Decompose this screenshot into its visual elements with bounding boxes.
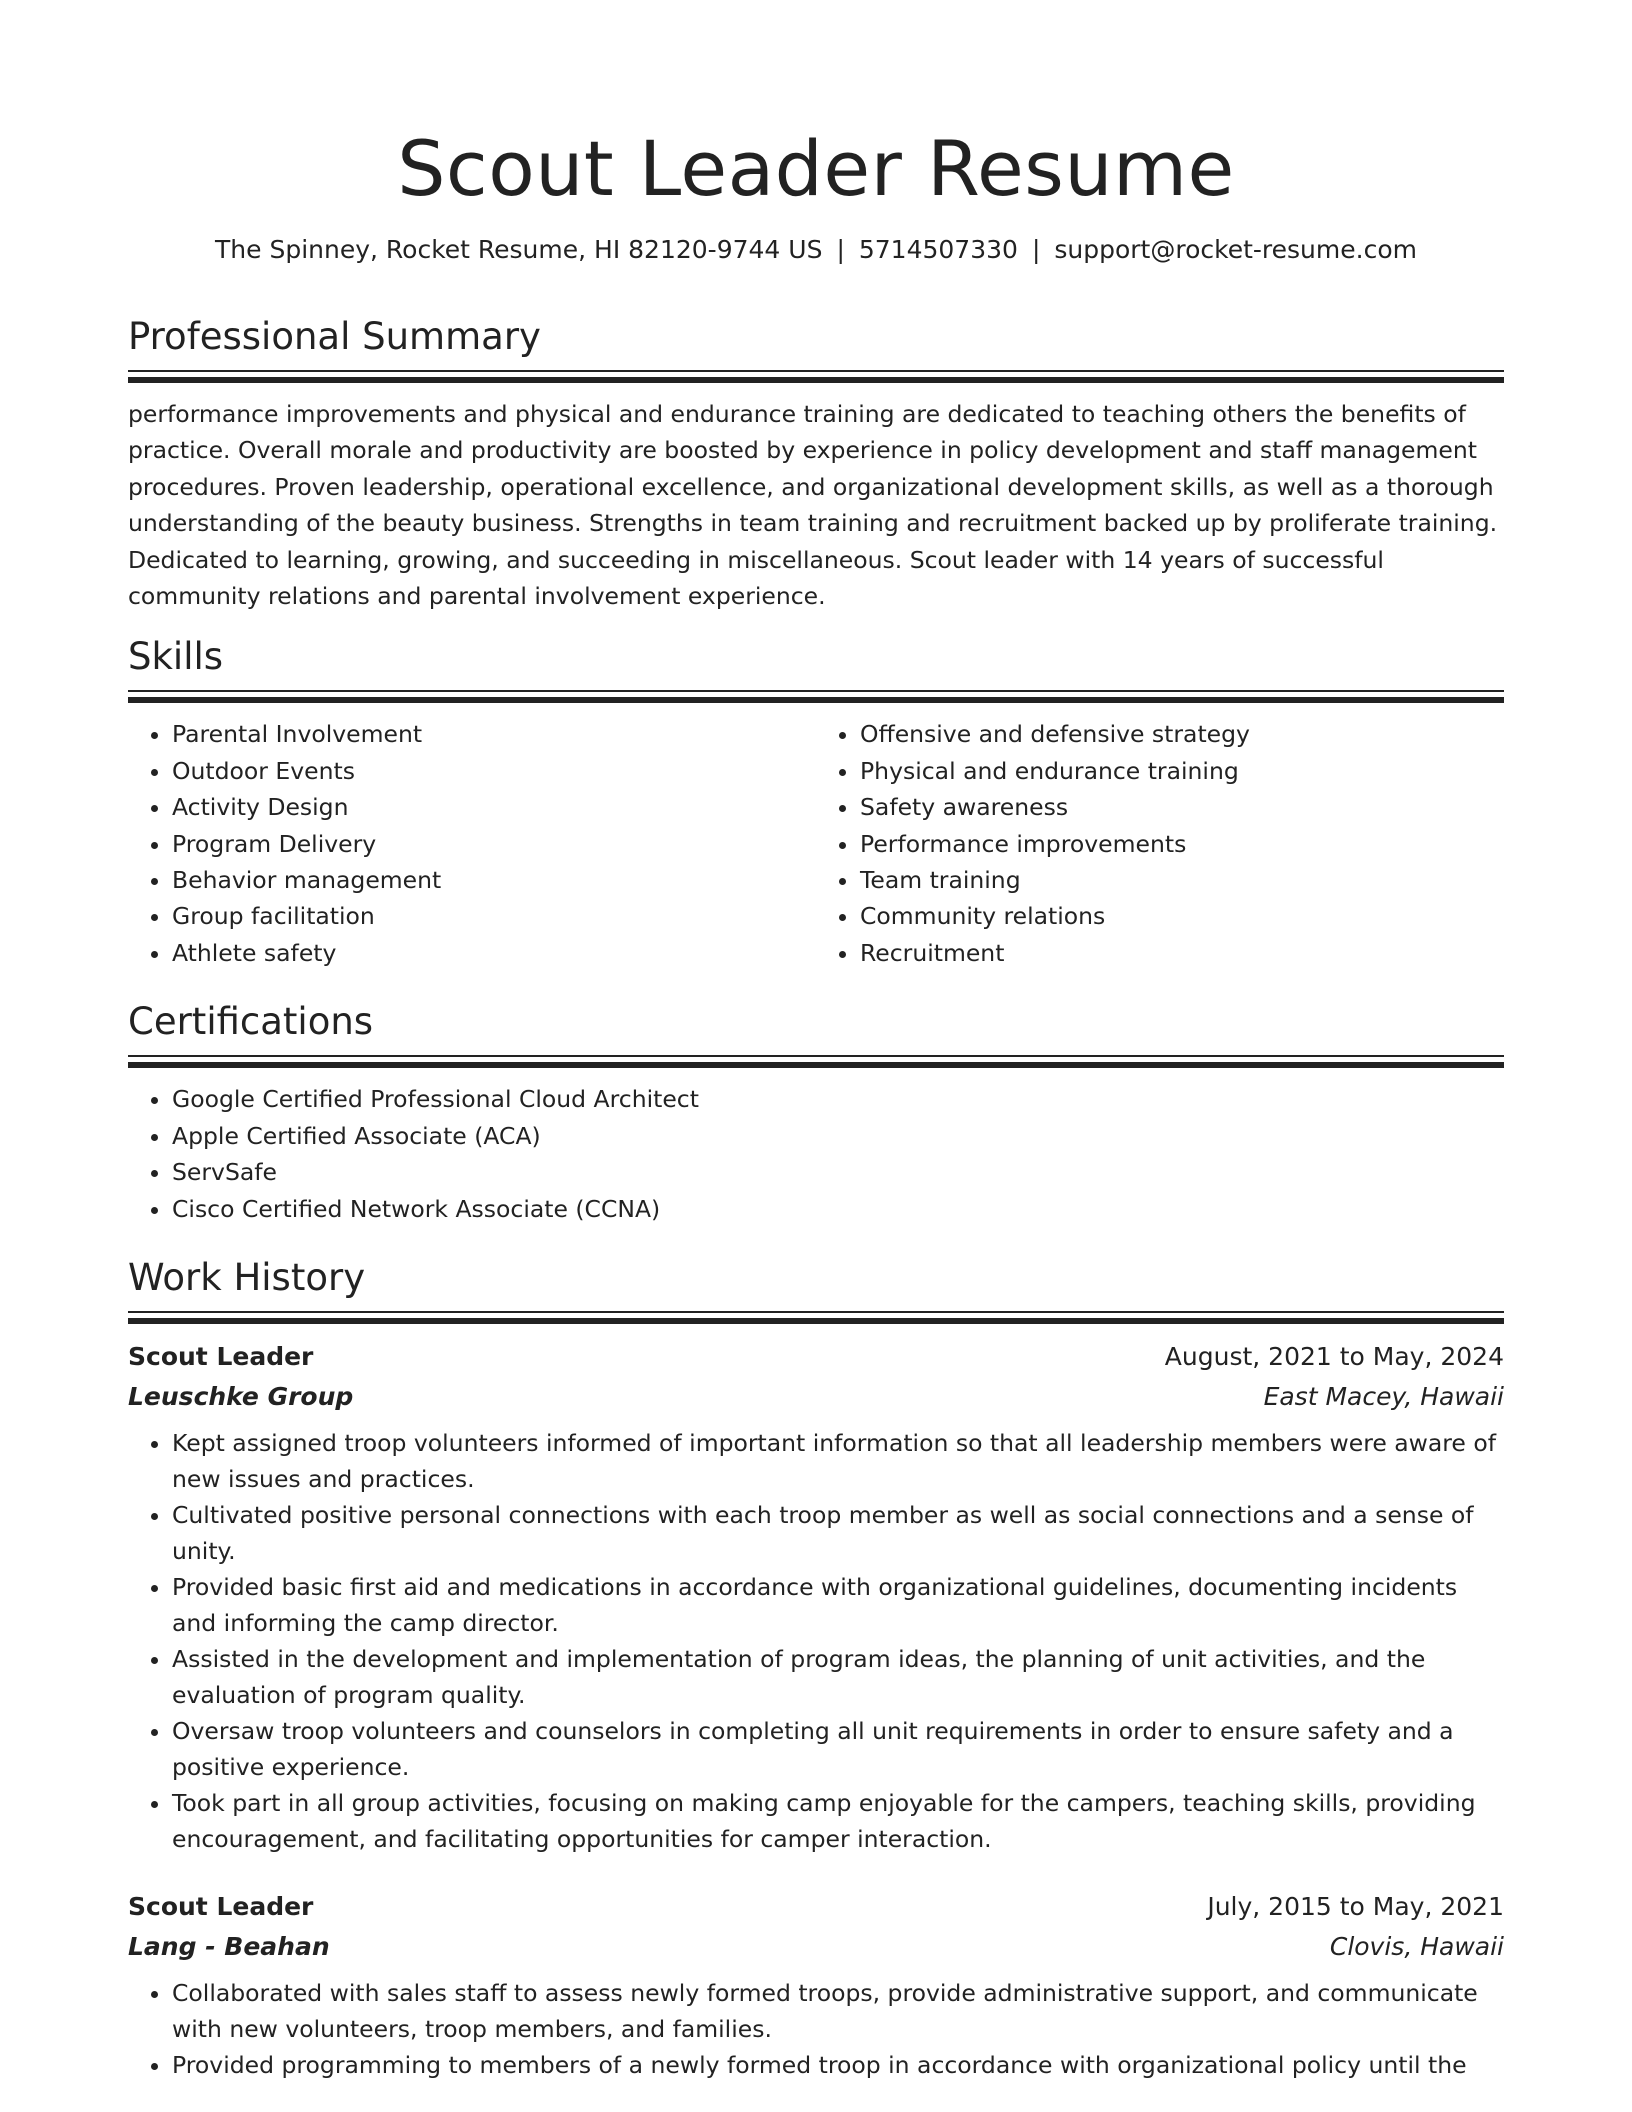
skill-item: • Safety awareness: [860, 789, 1504, 825]
skill-item: • Program Delivery: [172, 826, 816, 862]
job-header-row: [128, 1337, 1504, 1377]
skills-columns: [128, 716, 1504, 971]
certification-item: • Google Certified Professional Cloud Architect: [172, 1081, 1504, 1117]
skill-item: • Physical and endurance training: [860, 753, 1504, 789]
contact-line: [128, 234, 1504, 266]
job-bullets: [128, 1975, 1504, 2083]
skill-item: • Outdoor Events: [172, 753, 816, 789]
section-divider: [128, 1311, 1504, 1325]
skill-item: • Group facilitation: [172, 898, 816, 934]
job-bullet: • Collaborated with sales staff to assess newly formed troops, provide administrative support, and communicate with new volunteers, troop members, and families.: [172, 1975, 1504, 2047]
job-entry: [128, 1337, 1504, 1857]
job-title: Scout Leader: [128, 1341, 314, 1371]
section-divider: [128, 690, 1504, 704]
skill-item: • Offensive and defensive strategy: [860, 716, 1504, 752]
job-header-row: [128, 1887, 1504, 1927]
section-divider: [128, 370, 1504, 384]
job-bullet: • Oversaw troop volunteers and counselors in completing all unit requirements in order to ensure safety and a positive experience.: [172, 1713, 1504, 1785]
job-bullet: • Provided programming to members of a newly formed troop in accordance with organizational policy until the: [172, 2047, 1504, 2083]
section-divider: [128, 1055, 1504, 1069]
certifications-heading: Certifications: [128, 1000, 374, 1044]
job-bullet: • Cultivated positive personal connections with each troop member as well as social connections and a sense of unity.: [172, 1497, 1504, 1569]
job-dates: August, 2021 to May, 2024: [1164, 1341, 1504, 1371]
skills-section: [128, 634, 1504, 971]
job-dates: July, 2015 to May, 2021: [1207, 1891, 1504, 1921]
certification-item: • ServSafe: [172, 1154, 1504, 1190]
skills-right-list: [816, 716, 1504, 971]
job-title: Scout Leader: [128, 1891, 314, 1921]
work-history-section: [128, 1255, 1504, 2083]
summary-heading: Professional Summary: [128, 315, 541, 358]
skill-item: • Recruitment: [860, 935, 1504, 971]
contact-separator: |: [1031, 235, 1041, 264]
job-company: Lang - Beahan: [128, 1931, 330, 1961]
skills-heading: Skills: [128, 635, 224, 679]
contact-address: The Spinney, Rocket Resume, HI 82120-9744 US: [215, 235, 823, 264]
certifications-section: [128, 999, 1504, 1227]
job-bullet: • Kept assigned troop volunteers informed of important information so that all leadership members were aware of new issues and practices.: [172, 1425, 1504, 1497]
summary-section: [128, 314, 1504, 614]
resume-title: Scout Leader Resume: [397, 124, 1235, 213]
work-history-heading: Work History: [128, 1255, 366, 1299]
job-bullet: • Provided basic first aid and medications in accordance with organizational guidelines, documenting incidents and informing the camp director.: [172, 1569, 1504, 1641]
skill-item: • Behavior management: [172, 862, 816, 898]
skill-item: • Activity Design: [172, 789, 816, 825]
summary-text: performance improvements and physical and endurance training are dedicated to teaching others the benefits of practice. Overall morale and productivity are boosted by experience in policy development and staff management procedures. Proven leadership, operational excellence, and organizational development skills, as well as a thorough understanding of the beauty business. Strengths in team training and recruitment backed up by proliferate training. Dedicated to learning, growing, and succeeding in miscellaneous. Scout leader with 14 years of successful community relations and parental involvement experience.: [128, 400, 1498, 611]
job-bullets: [128, 1425, 1504, 1857]
skill-item: • Team training: [860, 862, 1504, 898]
certification-item: • Apple Certified Associate (ACA): [172, 1118, 1504, 1154]
resume-page: [128, 0, 1504, 2083]
skills-left-list: [128, 716, 816, 971]
job-company: Leuschke Group: [128, 1381, 354, 1411]
contact-email: support@rocket-resume.com: [1054, 235, 1417, 264]
job-bullet: • Took part in all group activities, focusing on making camp enjoyable for the campers, teaching skills, providing encouragement, and facilitating opportunities for camper interaction.: [172, 1785, 1504, 1857]
job-bullet: • Assisted in the development and implementation of program ideas, the planning of unit activities, and the evaluation of program quality.: [172, 1641, 1504, 1713]
job-company-row: [128, 1927, 1504, 1967]
job-company-row: [128, 1377, 1504, 1417]
skill-item: • Parental Involvement: [172, 716, 816, 752]
job-location: East Macey, Hawaii: [1263, 1381, 1504, 1411]
certifications-list: [128, 1081, 1504, 1227]
certification-item: • Cisco Certified Network Associate (CCNA): [172, 1191, 1504, 1227]
skill-item: • Performance improvements: [860, 826, 1504, 862]
contact-phone: 5714507330: [858, 235, 1018, 264]
contact-separator: |: [836, 235, 845, 264]
job-location: Clovis, Hawaii: [1329, 1931, 1504, 1961]
skill-item: • Athlete safety: [172, 935, 816, 971]
skill-item: • Community relations: [860, 898, 1504, 934]
job-entry: [128, 1887, 1504, 2083]
